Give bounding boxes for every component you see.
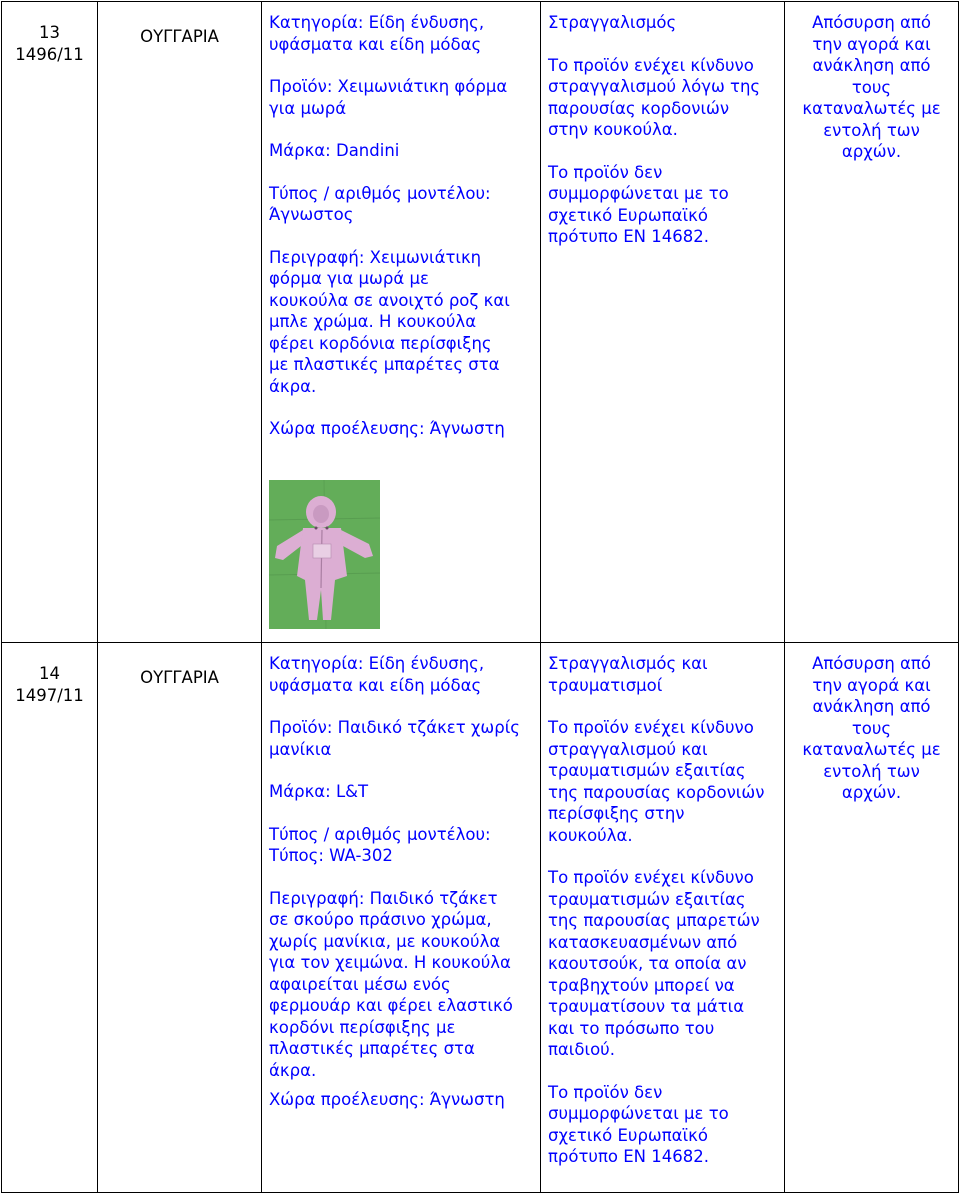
risk-paragraph: Το προϊόν ενέχει κίνδυνο στραγγαλισμού και τραυματισμών εξαιτίας της παρουσίας κορδονιών περίσφιξης στην κουκούλα. (548, 718, 765, 845)
model-text: Τύπος / αριθμός μοντέλου: Τύπος: WA-302 (269, 824, 491, 865)
entry-number: 13 (39, 23, 60, 42)
entry-number-cell (2, 2, 98, 643)
product-text: Προϊόν: Παιδικό τζάκετ χωρίς μανίκια (269, 718, 520, 759)
product-details-cell (262, 2, 541, 643)
risk-title: Στραγγαλισμός και τραυματισμοί (548, 654, 708, 695)
snowsuit-image (269, 480, 380, 629)
model-text: Τύπος / αριθμός μοντέλου: Άγνωστος (269, 183, 491, 224)
risk-paragraph: Το προϊόν ενέχει κίνδυνο στραγγαλισμού λόγω της παρουσίας κορδονιών στην κουκούλα. (548, 55, 761, 139)
entry-number-cell (2, 643, 98, 1193)
table-row (2, 2, 959, 643)
measures-cell (785, 2, 959, 643)
risk-cell (541, 643, 785, 1193)
pink-baby-snowsuit-photo (269, 480, 380, 629)
country-name: ΟΥΓΓΑΡΙΑ (140, 27, 219, 46)
risk-paragraph: Το προϊόν δεν συμμορφώνεται με το σχετικό Ευρωπαϊκό πρότυπο ΕΝ 14682. (548, 1082, 729, 1166)
origin-text: Χώρα προέλευσης: Άγνωστη (269, 1090, 505, 1109)
description-text: Περιγραφή: Χειμωνιάτικη φόρμα για μωρά με κουκούλα σε ανοιχτό ροζ και μπλε χρώμα. Η κουκούλα φέρει κορδόνια περίσφιξης με πλαστικές μπαρέτες στα άκρα. (269, 247, 510, 396)
product-details-cell (262, 643, 541, 1193)
description-text: Περιγραφή: Παιδικό τζάκετ σε σκούρο πράσινο χρώμα, χωρίς μανίκια, με κουκούλα για τον χειμώνα. Η κουκούλα αφαιρείται μέσω ενός φερμουάρ και φέρει ελαστικό κορδόνι περίσφιξης με πλαστικές μπαρέτες στα άκρα. (269, 888, 513, 1080)
risk-title: Στραγγαλισμός (548, 13, 677, 32)
measures-text: Απόσυρση από την αγορά και ανάκληση από τους καταναλωτές με εντολή των αρχών. (802, 654, 941, 802)
entry-number: 14 (39, 664, 60, 683)
risk-cell (541, 2, 785, 643)
table-row (2, 643, 959, 1193)
origin-text: Χώρα προέλευσης: Άγνωστη (269, 419, 505, 438)
brand-text: Μάρκα: L&T (269, 782, 369, 801)
brand-text: Μάρκα: Dandini (269, 141, 400, 160)
category-text: Κατηγορία: Είδη ένδυσης, υφάσματα και είδη μόδας (269, 13, 485, 54)
measures-cell (785, 643, 959, 1193)
country-cell (98, 2, 262, 643)
entry-reference: 1497/11 (15, 685, 84, 705)
entry-reference: 1496/11 (15, 44, 84, 64)
country-name: ΟΥΓΓΑΡΙΑ (140, 668, 219, 687)
alerts-table (1, 1, 959, 1193)
product-text: Προϊόν: Χειμωνιάτικη φόρμα για μωρά (269, 77, 508, 118)
category-text: Κατηγορία: Είδη ένδυσης, υφάσματα και είδη μόδας (269, 654, 485, 695)
risk-paragraph: Το προϊόν δεν συμμορφώνεται με το σχετικό Ευρωπαϊκό πρότυπο ΕΝ 14682. (548, 162, 729, 246)
risk-paragraph: Το προϊόν ενέχει κίνδυνο τραυματισμών εξαιτίας της παρουσίας μπαρετών κατασκευασμένων από καουτσούκ, τα οποία αν τραβηχτούν μπορεί να τραυματίσουν τα μάτια και το πρόσωπο του παιδιού. (548, 868, 760, 1059)
country-cell (98, 643, 262, 1193)
measures-text: Απόσυρση από την αγορά και ανάκληση από τους καταναλωτές με εντολή των αρχών. (802, 13, 941, 161)
